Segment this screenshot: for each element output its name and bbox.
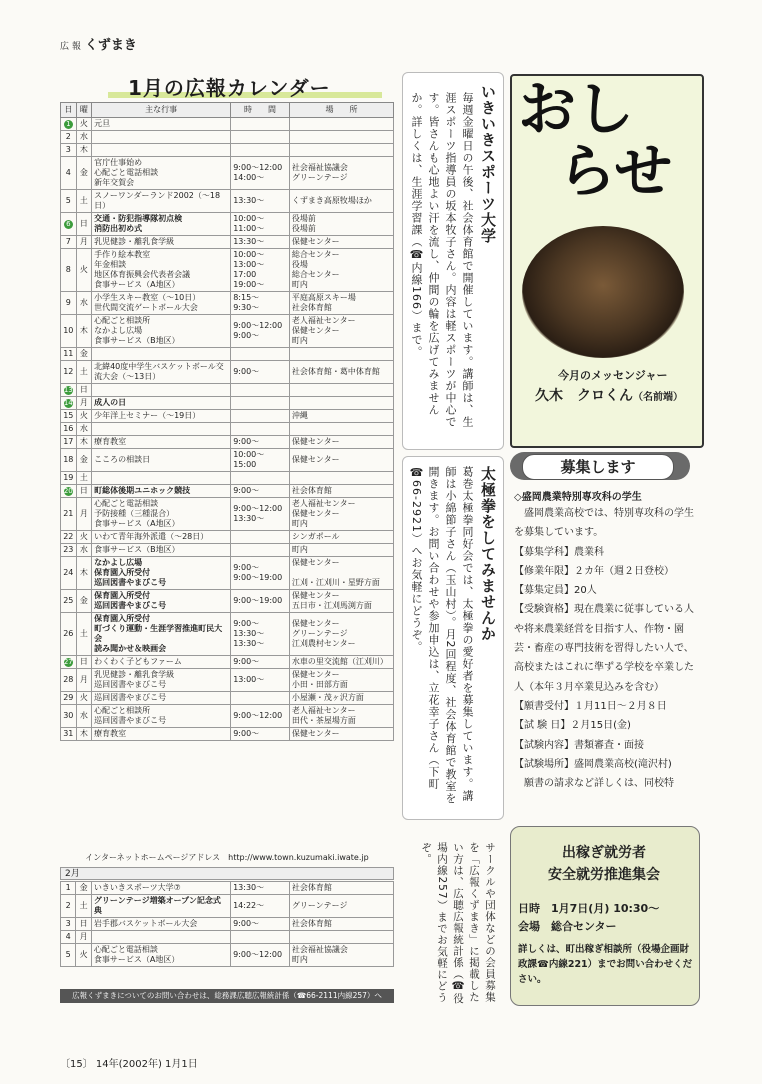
calendar-cell: 9:00～ — [231, 361, 290, 384]
calendar-row — [61, 498, 394, 531]
calendar-cell — [289, 348, 393, 361]
calendar-cell — [92, 423, 231, 436]
calendar-cell: 10:00～ 13:00～17:00 19:00～ — [231, 249, 290, 292]
calendar-cell — [289, 144, 393, 157]
feb-row — [61, 918, 394, 931]
calendar-cell: 19 — [61, 472, 77, 485]
calendar-header: 日 — [61, 103, 77, 118]
calendar-cell: 日 — [76, 213, 91, 236]
calendar-cell: 8:15～ 9:30～ — [231, 292, 290, 315]
calendar-cell: 月 — [76, 397, 91, 410]
sports-title: いきいきスポーツ大学 — [479, 84, 497, 244]
calendar-cell: 13:30～ — [231, 236, 290, 249]
messenger-name: 久木 クロくん（名前端） — [535, 388, 683, 404]
calendar-row — [61, 590, 394, 613]
feb-label: 2月 — [60, 867, 394, 880]
calendar-cell: 9 — [61, 292, 77, 315]
feb-cell: グリーンテージ増築オープン記念式典 — [91, 895, 230, 918]
calendar-cell — [289, 423, 393, 436]
calendar-cell: 3 — [61, 144, 77, 157]
calendar-cell: 官庁仕事始め 心配ごと電話相談 新年交賀会 — [92, 157, 231, 190]
feb-row — [61, 882, 394, 895]
feb-cell: いきいきスポーツ大学⑦ — [91, 882, 230, 895]
calendar-row — [61, 236, 394, 249]
calendar-cell: 木 — [76, 315, 91, 348]
feb-cell: 社会体育館 — [289, 882, 393, 895]
calendar-table — [60, 102, 394, 741]
calendar-cell — [231, 118, 290, 131]
calendar-row — [61, 485, 394, 498]
calendar-cell: 巡回図書やまびこ号 — [92, 692, 231, 705]
calendar-cell: 火 — [76, 692, 91, 705]
calendar-cell: 20 — [61, 485, 77, 498]
calendar-row — [61, 692, 394, 705]
boshu-line: 【受験資格】現在農業に従事している人や将来農業経営を目指す人、作物・園芸・畜産の専門技術を習得したい人で、高校またはこれに準ずる学校を卒業した人（本年３月卒業見込みを含む） — [514, 604, 694, 693]
calendar-cell: 8 — [61, 249, 77, 292]
feb-cell: グリーンテージ — [289, 895, 393, 918]
feb-cell: 岩手郡バスケットボール大会 — [91, 918, 230, 931]
messenger-caption: 今月のメッセンジャー — [558, 369, 668, 382]
calendar-cell: 9:00～ — [231, 656, 290, 669]
calendar-cell: 22 — [61, 531, 77, 544]
calendar-cell: 24 — [61, 557, 77, 590]
calendar-cell: 手作り絵本教室 年金相談 地区体育振興会代表者会議 食事サービス（A地区） — [92, 249, 231, 292]
calendar-cell: 金 — [76, 348, 91, 361]
calendar-cell: 月 — [76, 498, 91, 531]
calendar-cell: 療育教室 — [92, 436, 231, 449]
feb-cell: 火 — [76, 944, 91, 967]
calendar-cell: 28 — [61, 669, 77, 692]
contact-bar: 広報くずまきについてのお問い合わせは、総務課広聴広報統計係（☎66-2111内線257）へ — [60, 989, 394, 1003]
calendar-cell — [231, 397, 290, 410]
calendar-cell — [231, 144, 290, 157]
calendar-cell: 心配ごと電話相談 予防接種（三種混合） 食事サービス（A地区） — [92, 498, 231, 531]
feb-row — [61, 944, 394, 967]
calendar-cell: 11 — [61, 348, 77, 361]
calendar-cell: くずまき高原牧場ほか — [289, 190, 393, 213]
calendar-cell: 30 — [61, 705, 77, 728]
circle-body: サークルや団体などの会員募集を「広報くずまき」に掲載したい方は、広聴広報統計係（☎役場内線257）までお気軽にどうぞ。 — [420, 842, 496, 1005]
calendar-cell: 25 — [61, 590, 77, 613]
calendar-row — [61, 449, 394, 472]
calendar-cell: 12 — [61, 361, 77, 384]
calendar-cell: こころの相談日 — [92, 449, 231, 472]
calendar-cell: スノーワンダーランド2002（～18日） — [92, 190, 231, 213]
calendar-cell: 14 — [61, 397, 77, 410]
calendar-cell: 4 — [61, 157, 77, 190]
calendar-cell: 日 — [76, 656, 91, 669]
calendar-row — [61, 410, 394, 423]
calendar-row — [61, 249, 394, 292]
calendar-cell: 北緯40度中学生バスケットボール交流大会（～13日） — [92, 361, 231, 384]
taikyoku-title: 太極拳をしてみませんか — [479, 466, 497, 642]
calendar-cell: 31 — [61, 728, 77, 741]
calendar-cell: 社会体育館・葛中体育館 — [289, 361, 393, 384]
calendar-cell: 10 — [61, 315, 77, 348]
feb-cell — [231, 931, 290, 944]
calendar-cell: 小屋瀬・茂ヶ沢方面 — [289, 692, 393, 705]
calendar-row — [61, 361, 394, 384]
calendar-row — [61, 190, 394, 213]
feb-cell: 3 — [61, 918, 76, 931]
calendar-cell: 月 — [76, 236, 91, 249]
calendar-cell: 老人福祉センター 保健センター 町内 — [289, 315, 393, 348]
calendar-cell: 26 — [61, 613, 77, 656]
calendar-row — [61, 131, 394, 144]
calendar-cell: 5 — [61, 190, 77, 213]
calendar-cell: 心配ごと相談所 なかよし広場 食事サービス（B地区） — [92, 315, 231, 348]
calendar-cell — [92, 144, 231, 157]
calendar-cell: 小学生スキー教室（～10日） 世代間交流ゲートボール大会 — [92, 292, 231, 315]
feb-cell: 金 — [76, 882, 91, 895]
calendar-cell — [92, 384, 231, 397]
calendar-cell — [289, 118, 393, 131]
calendar-row — [61, 213, 394, 236]
feb-cell: 日 — [76, 918, 91, 931]
calendar-cell: 保健センター — [289, 436, 393, 449]
boshu-line: 盛岡農業高校では、特別専攻科の学生を募集しています。 — [514, 508, 694, 539]
calendar-cell — [289, 397, 393, 410]
calendar-cell: 火 — [76, 410, 91, 423]
calendar-cell: 21 — [61, 498, 77, 531]
calendar-cell: 食事サービス（B地区） — [92, 544, 231, 557]
calendar-cell: 保健センター 江刈・江刈川・星野方面 — [289, 557, 393, 590]
calendar-row — [61, 728, 394, 741]
calendar-cell: 保育園入所受付 町づくり運動・生涯学習推進町民大会 読み聞かせ＆映画会 — [92, 613, 231, 656]
calendar-cell: 16 — [61, 423, 77, 436]
calendar-cell: 保健センター — [289, 728, 393, 741]
header-brand: 広 報 くずまき — [60, 38, 137, 53]
calendar-cell: 13:00～ — [231, 669, 290, 692]
dog-photo — [522, 226, 684, 358]
feb-cell: 1 — [61, 882, 76, 895]
calendar-cell: 9:00～12:00 9:00～ — [231, 315, 290, 348]
calendar-cell — [231, 384, 290, 397]
calendar-cell: 水 — [76, 292, 91, 315]
calendar-row — [61, 472, 394, 485]
feb-cell: 4 — [61, 931, 76, 944]
calendar-cell: 心配ごと相談所 巡回図書やまびこ号 — [92, 705, 231, 728]
calendar-row — [61, 436, 394, 449]
calendar-header: 時 間 — [231, 103, 290, 118]
feb-cell — [289, 931, 393, 944]
calendar-header: 場 所 — [289, 103, 393, 118]
feb-row — [61, 931, 394, 944]
calendar-row — [61, 423, 394, 436]
boshu-line: 願書の請求など詳しくは、同校特 — [514, 778, 674, 790]
boshu-line: 【試験場所】盛岡農業高校(滝沢村) — [514, 758, 672, 770]
calendar-cell: 役場前 役場前 — [289, 213, 393, 236]
calendar-cell: 29 — [61, 692, 77, 705]
calendar-cell: わくわく子どもファーム — [92, 656, 231, 669]
calendar-cell: シンガポール — [289, 531, 393, 544]
calendar-cell: 9:00～19:00 — [231, 590, 290, 613]
calendar-cell: 少年洋上セミナー（～19日） — [92, 410, 231, 423]
feb-cell: 14:22～ — [231, 895, 290, 918]
calendar-cell: 成人の日 — [92, 397, 231, 410]
calendar-cell — [231, 544, 290, 557]
calendar-cell: 9:00～12:00 13:30～ — [231, 498, 290, 531]
calendar-cell: 火 — [76, 249, 91, 292]
calendar-cell: 町内 — [289, 544, 393, 557]
calendar-row — [61, 157, 394, 190]
calendar-cell — [231, 348, 290, 361]
feb-cell: 社会福祉協議会 町内 — [289, 944, 393, 967]
calendar-cell: 日 — [76, 384, 91, 397]
feb-cell: 土 — [76, 895, 91, 918]
calendar-header: 主な行事 — [92, 103, 231, 118]
calendar-row — [61, 348, 394, 361]
calendar-cell: 13:30～ — [231, 190, 290, 213]
calendar-cell: 土 — [76, 472, 91, 485]
calendar-cell: 保健センター — [289, 449, 393, 472]
feb-table — [60, 881, 394, 967]
calendar-cell: 27 — [61, 656, 77, 669]
dekasegi-body: 詳しくは、町出稼ぎ相談所（役場企画財政課☎内線221）までお問い合わせください。 — [518, 944, 693, 985]
boshu-line: 【試験内容】書類審査・面接 — [514, 739, 644, 751]
calendar-cell: 保育園入所受付 巡回図書やまびこ号 — [92, 590, 231, 613]
calendar-row — [61, 315, 394, 348]
boshu-line: 【修業年限】２カ年（週２日登校） — [514, 565, 674, 577]
feb-cell: 9:00～12:00 — [231, 944, 290, 967]
calendar-cell: 火 — [76, 118, 91, 131]
calendar-cell — [92, 131, 231, 144]
calendar-row — [61, 118, 394, 131]
feb-cell: 2 — [61, 895, 76, 918]
calendar-row — [61, 656, 394, 669]
calendar-cell: 2 — [61, 131, 77, 144]
calendar-cell: 土 — [76, 190, 91, 213]
feb-cell — [91, 931, 230, 944]
dekasegi-place: 会場 総合センター — [518, 920, 617, 933]
boshu-body — [514, 504, 700, 793]
calendar-cell: 乳児健診・離乳食学級 巡回図書やまびこ号 — [92, 669, 231, 692]
calendar-cell: 水車の里交流館（江刈川） — [289, 656, 393, 669]
calendar-row — [61, 531, 394, 544]
calendar-cell — [231, 472, 290, 485]
calendar-cell: 9:00～12:00 — [231, 705, 290, 728]
feb-cell: 13:30～ — [231, 882, 290, 895]
calendar-cell: 1 — [61, 118, 77, 131]
calendar-cell: 日 — [76, 485, 91, 498]
calendar-cell: 木 — [76, 728, 91, 741]
calendar-row — [61, 397, 394, 410]
footer-date: 〔15〕 14年(2002年) 1月1日 — [60, 1059, 198, 1070]
dekasegi-date: 日時 1月7日(月) 10:30～ — [518, 902, 660, 915]
feb-cell: 心配ごと電話相談 食事サービス（A地区） — [91, 944, 230, 967]
calendar-cell: 総合センター 役場 総合センター 町内 — [289, 249, 393, 292]
calendar-cell: 保健センター — [289, 236, 393, 249]
calendar-cell — [92, 348, 231, 361]
calendar-cell: 平庭高原スキー場 社会体育館 — [289, 292, 393, 315]
calendar-cell: 木 — [76, 557, 91, 590]
calendar-cell: 9:00～ — [231, 728, 290, 741]
internet-address: インターネットホームページアドレス http://www.town.kuzumaki.iwate.jp — [85, 853, 369, 862]
calendar-cell: 9:00～ 13:30～ 13:30～ — [231, 613, 290, 656]
calendar-cell: なかよし広場 保育園入所受付 巡回図書やまびこ号 — [92, 557, 231, 590]
calendar-row — [61, 544, 394, 557]
calendar-cell: 療育教室 — [92, 728, 231, 741]
feb-cell: 月 — [76, 931, 91, 944]
boshu-line: 【募集定員】20人 — [514, 585, 597, 597]
calendar-cell: 17 — [61, 436, 77, 449]
calendar-cell: 沖縄 — [289, 410, 393, 423]
calendar-cell — [231, 531, 290, 544]
calendar-cell: 水 — [76, 544, 91, 557]
calendar-cell — [231, 692, 290, 705]
calendar-cell: 7 — [61, 236, 77, 249]
calendar-cell: 社会福祉協議会 グリーンテージ — [289, 157, 393, 190]
calendar-cell: 9:00～12:00 14:00～ — [231, 157, 290, 190]
calendar-cell: 町総体後期ユニホック競技 — [92, 485, 231, 498]
calendar-cell: 13 — [61, 384, 77, 397]
calendar-cell: 土 — [76, 613, 91, 656]
calendar-row — [61, 384, 394, 397]
calendar-cell: 9:00～ 9:00～19:00 — [231, 557, 290, 590]
boshu-sub: ◇盛岡農業特別専攻科の学生 — [514, 492, 642, 503]
calendar-cell: 木 — [76, 436, 91, 449]
calendar-cell: 火 — [76, 531, 91, 544]
calendar-cell: 老人福祉センター 田代・茶屋場方面 — [289, 705, 393, 728]
calendar-cell — [231, 410, 290, 423]
feb-cell: 9:00～ — [231, 918, 290, 931]
calendar-cell: 社会体育館 — [289, 485, 393, 498]
dekasegi-title: 出稼ぎ就労者 安全就労推進集会 — [548, 845, 660, 883]
calendar-header: 曜 — [76, 103, 91, 118]
calendar-row — [61, 292, 394, 315]
calendar-cell — [289, 131, 393, 144]
calendar-row — [61, 705, 394, 728]
calendar-cell: 保健センター 五日市・江刈馬渕方面 — [289, 590, 393, 613]
calendar-cell: いわて青年海外派遣（～28日） — [92, 531, 231, 544]
calendar-cell: 月 — [76, 669, 91, 692]
taikyoku-body: 葛巻太極拳同好会では、太極拳の愛好者を募集しています。講師は小綿節子さん（玉山村）。月2回程度、社会体育館で教室を開きます。お問い合わせや参加申込は、立花幸子さん（下町☎66-2921）へお気軽にどうぞ。 — [410, 466, 474, 805]
boshu-line: 【試 験 日】２月15日(金) — [514, 720, 631, 732]
calendar-cell: 10:00～ 11:00～ — [231, 213, 290, 236]
calendar-cell — [289, 472, 393, 485]
feb-row — [61, 895, 394, 918]
calendar-cell: 老人福祉センター 保健センター 町内 — [289, 498, 393, 531]
calendar-cell: 6 — [61, 213, 77, 236]
calendar-cell — [92, 472, 231, 485]
calendar-cell: 水 — [76, 423, 91, 436]
calendar-row — [61, 144, 394, 157]
calendar-title: 1月の広報カレンダー — [128, 76, 331, 100]
calendar-cell: 水 — [76, 705, 91, 728]
calendar-cell: 元旦 — [92, 118, 231, 131]
calendar-row — [61, 557, 394, 590]
calendar-cell — [289, 384, 393, 397]
calendar-cell: 金 — [76, 449, 91, 472]
calendar-cell: 金 — [76, 157, 91, 190]
calendar-cell — [231, 131, 290, 144]
calendar-cell: 交通・防犯指導隊初点検 消防出初め式 — [92, 213, 231, 236]
sports-body: 毎週金曜日の午後、社会体育館で開催しています。講師は、生涯スポーツ指導員の坂本牧子さん。内容は軽スポーツが中心です。皆さんも心地よい汗を流し、仲間の輪を広げてみませんか。詳しくは、生涯学習課（☎内線166）まで。 — [410, 92, 474, 428]
feb-cell: 5 — [61, 944, 76, 967]
calendar-cell: 15 — [61, 410, 77, 423]
calendar-row — [61, 669, 394, 692]
calendar-cell: 10:00～15:00 — [231, 449, 290, 472]
calendar-cell: 水 — [76, 131, 91, 144]
boshu-line: 【募集学科】農業科 — [514, 546, 604, 558]
calendar-cell: 土 — [76, 361, 91, 384]
calendar-cell: 18 — [61, 449, 77, 472]
calendar-cell: 9:00～ — [231, 485, 290, 498]
oshirase-title: おし らせ — [518, 75, 673, 205]
calendar-cell: 保健センター 小田・田部方面 — [289, 669, 393, 692]
calendar-cell: 乳児健診・離乳食学級 — [92, 236, 231, 249]
boshu-line: 【願書受付】１月11日～２月８日 — [514, 700, 667, 712]
boshu-title: 募集します — [522, 454, 674, 480]
calendar-cell: 木 — [76, 144, 91, 157]
calendar-cell: 金 — [76, 590, 91, 613]
calendar-cell: 保健センター グリーンテージ 江刈農村センター — [289, 613, 393, 656]
calendar-cell: 9:00～ — [231, 436, 290, 449]
feb-cell: 社会体育館 — [289, 918, 393, 931]
calendar-cell — [231, 423, 290, 436]
calendar-row — [61, 613, 394, 656]
calendar-cell: 23 — [61, 544, 77, 557]
